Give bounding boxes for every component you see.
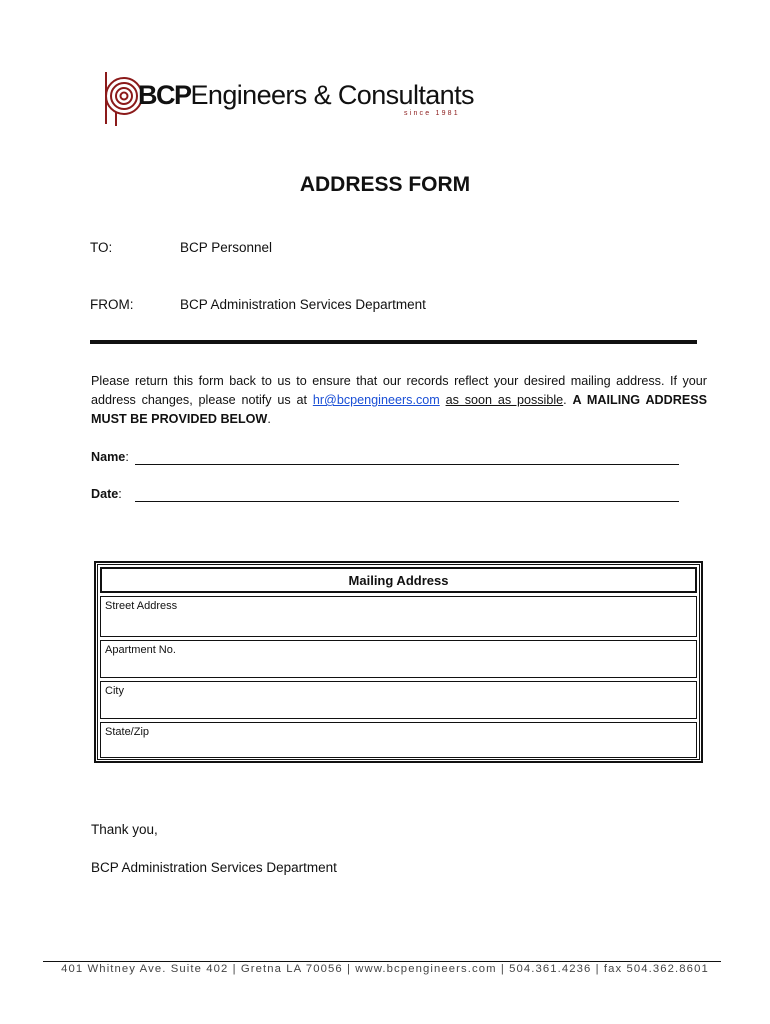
mailing-required-notice: A MAILING ADDRESS MUST BE PROVIDED BELOW xyxy=(91,393,708,426)
mailing-address-inner xyxy=(97,564,700,760)
instructions-punct: . xyxy=(563,393,573,407)
date-label-text: Date xyxy=(91,487,119,501)
instructions-text: Please return this form back to us to ensure that our records reflect your desired mailing address. If your address changes, please notify us at xyxy=(91,374,707,407)
apartment-label: Apartment No. xyxy=(105,644,176,656)
form-title: ADDRESS FORM xyxy=(299,173,471,196)
to-label: TO: xyxy=(90,240,113,255)
state-zip-label: State/Zip xyxy=(105,726,150,738)
instructions-paragraph xyxy=(91,372,707,429)
date-colon: : xyxy=(118,487,122,501)
from-value: BCP Administration Services Department xyxy=(180,297,426,312)
apartment-field[interactable] xyxy=(100,640,697,678)
state-zip-field[interactable] xyxy=(100,722,697,758)
signature-department: BCP Administration Services Department xyxy=(91,860,337,875)
date-label xyxy=(91,487,122,501)
city-label: City xyxy=(105,685,124,697)
footer-contact: 401 Whitney Ave. Suite 402 | Gretna LA 70056 | www.bcpengineers.com | 504.361.4236 | fax 504.362.8601 xyxy=(61,963,709,975)
name-colon: : xyxy=(125,450,129,464)
footer-divider xyxy=(43,961,721,962)
company-name xyxy=(138,80,474,111)
mailing-address-heading: Mailing Address xyxy=(100,567,697,593)
name-label xyxy=(91,450,129,464)
street-address-field[interactable] xyxy=(100,596,697,637)
from-label: FROM: xyxy=(90,297,134,312)
brand-acronym: BCP xyxy=(138,80,191,110)
name-field[interactable] xyxy=(135,464,679,465)
date-field[interactable] xyxy=(135,501,679,502)
city-field[interactable] xyxy=(100,681,697,719)
name-label-text: Name xyxy=(91,450,126,464)
header-divider xyxy=(90,340,697,344)
street-address-label: Street Address xyxy=(105,600,178,612)
to-value: BCP Personnel xyxy=(180,240,273,255)
instructions-end: . xyxy=(267,412,271,426)
email-link[interactable]: hr@bcpengineers.com xyxy=(312,393,440,407)
asap-text: as soon as possible xyxy=(445,393,564,407)
thank-you: Thank you, xyxy=(91,822,158,837)
brand-name: Engineers & Consultants xyxy=(190,80,474,110)
logo-since: since 1981 xyxy=(404,110,460,117)
